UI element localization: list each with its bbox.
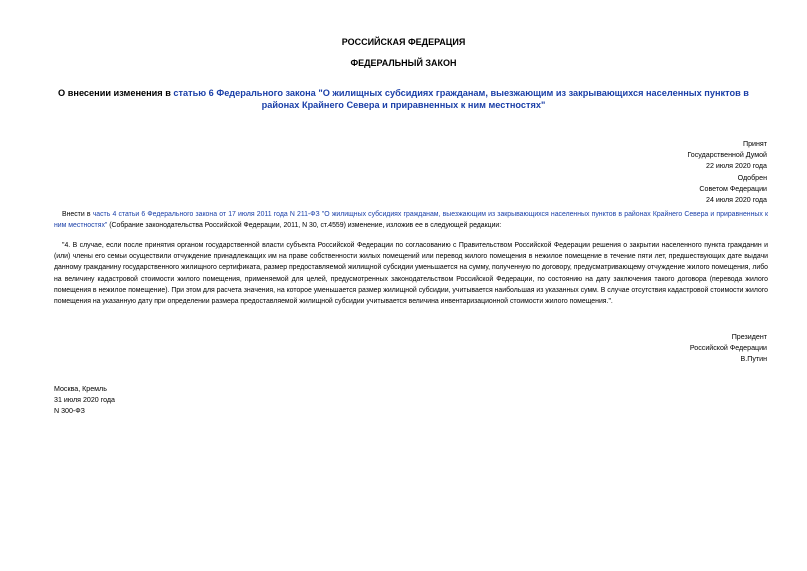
intro-law-link[interactable]: часть 4 статьи 6 Федерального закона от 17 июля 2011 года N 211-ФЗ "О жилищных субсидиях гражданам, выезжающим из закрывающихся населенных пунктов в районах Крайнего Севера и приравненных к ним местностях" [54,211,768,230]
signature-line: Президент [731,333,767,341]
adoption-line: 22 июля 2020 года [706,162,767,171]
law-title [40,87,767,111]
signature-block [567,332,767,366]
intro-prefix: Внести в [62,211,93,218]
adoption-block [567,139,767,206]
adoption-line: Принят [742,140,767,148]
law-title-prefix: О внесении изменения в [58,88,174,98]
place-date-block [54,384,254,418]
amendment-paragraph: "4. В случае, если после принятия органом государственной власти субъекта Российской Федерации по согласованию с Правительством Российской Федерации решения о закрытии населенного пункта гражданин и (или) члены его семьи осуществили отчуждение принадлежащих им на праве собственности жилых помещений или перевод жилого помещения в нежилое помещение в течение пяти лет, предшествующих дате выдачи данному гражданину государственного жилищного сертификата, размер предоставляемой жилищной субсидии уменьшается на сумму, полученную по договору, предусматривающему отчуждение жилого помещения, либо на величину кадастровой стоимости жилого помещения, применяемой для целей, предусмотренных законодательством Российской Федерации, по состоянию на дату заключения такого договора (перевода жилого помещения в нежилое помещение). При этом для расчета значения, на которое уменьшается размер жилищной субсидии, учитывается наибольшая из указанных сумм. В случае отсутствия кадастровой стоимости жилого помещения на указанную дату при определении размера предоставляемой жилищной субсидии учитывается величина инвентаризационной стоимости жилого помещения.". [54,242,768,306]
adoption-line: Одобрен [737,173,767,182]
intro-paragraph [54,209,768,231]
signature-line: Российской Федерации [689,344,767,353]
intro-suffix: (Собрание законодательства Российской Федерации, 2011, N 30, ст.4559) изменение, изложив ее в следующей редакции: [107,222,502,230]
adoption-line: 24 июля 2020 года [706,196,767,205]
adoption-line: Государственной Думой [687,151,767,160]
law-number-line: N 300-ФЗ [54,407,85,416]
signature-line: В.Путин [740,355,767,364]
date-line: 31 июля 2020 года [54,396,115,405]
federation-heading: РОССИЙСКАЯ ФЕДЕРАЦИЯ [341,37,466,47]
law-title-link[interactable]: статью 6 Федерального закона "О жилищных субсидиях гражданам, выезжающим из закрывающихся населенных пунктов в районах Крайнего Севера и приравненных к ним местностях" [173,88,749,110]
adoption-line: Советом Федерации [699,184,767,193]
law-type-heading: ФЕДЕРАЛЬНЫЙ ЗАКОН [350,58,457,68]
place-line: Москва, Кремль [54,385,107,393]
